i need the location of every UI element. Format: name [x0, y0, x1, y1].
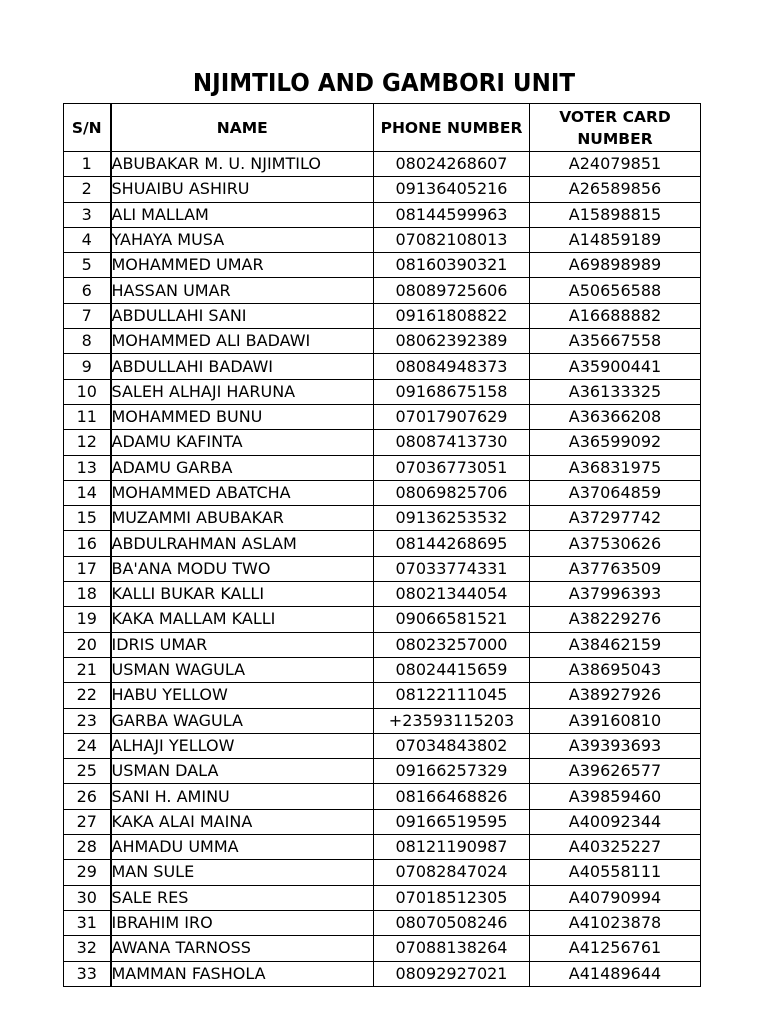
cell-voter-card: A50656588: [530, 278, 701, 303]
cell-name: ABDULRAHMAN ASLAM: [111, 531, 374, 556]
cell-name: GARBA WAGULA: [111, 708, 374, 733]
cell-phone: 07082847024: [374, 860, 530, 885]
cell-voter-card: A38229276: [530, 607, 701, 632]
cell-voter-card: A37763509: [530, 556, 701, 581]
cell-phone: 08121190987: [374, 835, 530, 860]
cell-sn: 24: [64, 733, 111, 758]
table-row: [64, 607, 701, 632]
cell-name: SALE RES: [111, 885, 374, 910]
header-voter-card: VOTER CARD NUMBER: [530, 104, 701, 152]
cell-phone: 07036773051: [374, 455, 530, 480]
table-row: [64, 961, 701, 986]
cell-phone: 09136405216: [374, 177, 530, 202]
cell-sn: 8: [64, 329, 111, 354]
cell-phone: 08084948373: [374, 354, 530, 379]
cell-sn: 14: [64, 480, 111, 505]
cell-phone: 08023257000: [374, 632, 530, 657]
cell-name: MOHAMMED ABATCHA: [111, 480, 374, 505]
table-row: [64, 253, 701, 278]
cell-sn: 22: [64, 683, 111, 708]
cell-name: AHMADU UMMA: [111, 835, 374, 860]
page-title: NJIMTILO AND GAMBORI UNIT: [192, 68, 576, 97]
cell-name: ADAMU GARBA: [111, 455, 374, 480]
cell-name: SANI H. AMINU: [111, 784, 374, 809]
cell-name: AWANA TARNOSS: [111, 936, 374, 961]
cell-voter-card: A40790994: [530, 885, 701, 910]
cell-phone: 07082108013: [374, 227, 530, 252]
cell-phone: 08062392389: [374, 329, 530, 354]
cell-phone: 08166468826: [374, 784, 530, 809]
cell-voter-card: A41023878: [530, 910, 701, 935]
table-row: [64, 455, 701, 480]
table-row: [64, 809, 701, 834]
table-row: [64, 582, 701, 607]
cell-phone: 08092927021: [374, 961, 530, 986]
cell-voter-card: A40092344: [530, 809, 701, 834]
table-row: [64, 556, 701, 581]
cell-phone: 09166519595: [374, 809, 530, 834]
cell-voter-card: A14859189: [530, 227, 701, 252]
cell-phone: +23593115203: [374, 708, 530, 733]
cell-name: ABUBAKAR M. U. NJIMTILO: [111, 152, 374, 177]
cell-phone: 07033774331: [374, 556, 530, 581]
cell-voter-card: A24079851: [530, 152, 701, 177]
cell-voter-card: A39160810: [530, 708, 701, 733]
cell-sn: 15: [64, 506, 111, 531]
cell-sn: 13: [64, 455, 111, 480]
cell-sn: 17: [64, 556, 111, 581]
cell-sn: 20: [64, 632, 111, 657]
cell-voter-card: A39626577: [530, 759, 701, 784]
cell-phone: 07018512305: [374, 885, 530, 910]
cell-name: KAKA MALLAM KALLI: [111, 607, 374, 632]
table-row: [64, 784, 701, 809]
cell-phone: 09166257329: [374, 759, 530, 784]
cell-phone: 08070508246: [374, 910, 530, 935]
table-row: [64, 227, 701, 252]
cell-sn: 31: [64, 910, 111, 935]
cell-name: IBRAHIM IRO: [111, 910, 374, 935]
cell-sn: 6: [64, 278, 111, 303]
cell-voter-card: A37297742: [530, 506, 701, 531]
cell-voter-card: A40325227: [530, 835, 701, 860]
table-row: [64, 910, 701, 935]
cell-name: MUZAMMI ABUBAKAR: [111, 506, 374, 531]
cell-voter-card: A41256761: [530, 936, 701, 961]
cell-voter-card: A40558111: [530, 860, 701, 885]
cell-sn: 33: [64, 961, 111, 986]
cell-name: MOHAMMED BUNU: [111, 404, 374, 429]
cell-phone: 07088138264: [374, 936, 530, 961]
cell-voter-card: A38695043: [530, 657, 701, 682]
cell-name: MAMMAN FASHOLA: [111, 961, 374, 986]
cell-sn: 30: [64, 885, 111, 910]
cell-phone: 07034843802: [374, 733, 530, 758]
cell-sn: 32: [64, 936, 111, 961]
cell-voter-card: A37530626: [530, 531, 701, 556]
table-row: [64, 936, 701, 961]
cell-sn: 2: [64, 177, 111, 202]
cell-sn: 26: [64, 784, 111, 809]
table-row: [64, 708, 701, 733]
cell-phone: 08069825706: [374, 480, 530, 505]
header-phone: PHONE NUMBER: [374, 104, 530, 152]
cell-phone: 09168675158: [374, 379, 530, 404]
cell-phone: 08021344054: [374, 582, 530, 607]
table-row: [64, 506, 701, 531]
cell-sn: 16: [64, 531, 111, 556]
table-row: [64, 278, 701, 303]
table-row: [64, 759, 701, 784]
cell-sn: 29: [64, 860, 111, 885]
cell-voter-card: A69898989: [530, 253, 701, 278]
cell-name: ABDULLAHI SANI: [111, 303, 374, 328]
cell-name: HASSAN UMAR: [111, 278, 374, 303]
table-row: [64, 480, 701, 505]
cell-sn: 18: [64, 582, 111, 607]
cell-name: ADAMU KAFINTA: [111, 430, 374, 455]
cell-voter-card: A26589856: [530, 177, 701, 202]
cell-voter-card: A37064859: [530, 480, 701, 505]
cell-sn: 4: [64, 227, 111, 252]
cell-sn: 23: [64, 708, 111, 733]
cell-phone: 08024415659: [374, 657, 530, 682]
cell-voter-card: A36831975: [530, 455, 701, 480]
cell-name: MOHAMMED UMAR: [111, 253, 374, 278]
cell-name: KAKA ALAI MAINA: [111, 809, 374, 834]
table-row: [64, 683, 701, 708]
cell-name: ABDULLAHI BADAWI: [111, 354, 374, 379]
table-row: [64, 354, 701, 379]
cell-sn: 1: [64, 152, 111, 177]
table-row: [64, 379, 701, 404]
cell-sn: 11: [64, 404, 111, 429]
cell-name: USMAN DALA: [111, 759, 374, 784]
cell-sn: 21: [64, 657, 111, 682]
header-name: NAME: [111, 104, 374, 152]
cell-sn: 27: [64, 809, 111, 834]
cell-voter-card: A36599092: [530, 430, 701, 455]
cell-phone: 08089725606: [374, 278, 530, 303]
table-row: [64, 835, 701, 860]
table-row: [64, 404, 701, 429]
table-row: [64, 531, 701, 556]
cell-voter-card: A41489644: [530, 961, 701, 986]
cell-sn: 5: [64, 253, 111, 278]
cell-name: KALLI BUKAR KALLI: [111, 582, 374, 607]
table-header-row: [64, 104, 701, 152]
cell-name: IDRIS UMAR: [111, 632, 374, 657]
cell-phone: 08087413730: [374, 430, 530, 455]
cell-voter-card: A35900441: [530, 354, 701, 379]
cell-voter-card: A38462159: [530, 632, 701, 657]
voter-roster-table: [63, 103, 701, 987]
header-sn: S/N: [64, 104, 111, 152]
table-row: [64, 303, 701, 328]
cell-name: SALEH ALHAJI HARUNA: [111, 379, 374, 404]
cell-sn: 7: [64, 303, 111, 328]
cell-phone: 09136253532: [374, 506, 530, 531]
cell-voter-card: A39393693: [530, 733, 701, 758]
cell-voter-card: A38927926: [530, 683, 701, 708]
cell-phone: 08024268607: [374, 152, 530, 177]
cell-voter-card: A35667558: [530, 329, 701, 354]
cell-name: MAN SULE: [111, 860, 374, 885]
cell-sn: 28: [64, 835, 111, 860]
cell-voter-card: A15898815: [530, 202, 701, 227]
cell-phone: 07017907629: [374, 404, 530, 429]
cell-name: BA'ANA MODU TWO: [111, 556, 374, 581]
table-row: [64, 430, 701, 455]
cell-name: USMAN WAGULA: [111, 657, 374, 682]
cell-name: HABU YELLOW: [111, 683, 374, 708]
table-row: [64, 860, 701, 885]
table-row: [64, 177, 701, 202]
cell-voter-card: A36133325: [530, 379, 701, 404]
cell-name: ALHAJI YELLOW: [111, 733, 374, 758]
cell-voter-card: A37996393: [530, 582, 701, 607]
cell-sn: 10: [64, 379, 111, 404]
table-row: [64, 885, 701, 910]
table-row: [64, 632, 701, 657]
table-row: [64, 329, 701, 354]
table-row: [64, 657, 701, 682]
cell-phone: 09066581521: [374, 607, 530, 632]
cell-name: MOHAMMED ALI BADAWI: [111, 329, 374, 354]
cell-voter-card: A16688882: [530, 303, 701, 328]
table-row: [64, 733, 701, 758]
cell-name: SHUAIBU ASHIRU: [111, 177, 374, 202]
cell-name: YAHAYA MUSA: [111, 227, 374, 252]
table-row: [64, 202, 701, 227]
table-body: [64, 152, 701, 987]
cell-sn: 25: [64, 759, 111, 784]
cell-voter-card: A39859460: [530, 784, 701, 809]
cell-phone: 08144268695: [374, 531, 530, 556]
cell-name: ALI MALLAM: [111, 202, 374, 227]
cell-sn: 3: [64, 202, 111, 227]
cell-sn: 12: [64, 430, 111, 455]
cell-phone: 09161808822: [374, 303, 530, 328]
table-row: [64, 152, 701, 177]
cell-voter-card: A36366208: [530, 404, 701, 429]
cell-phone: 08122111045: [374, 683, 530, 708]
cell-phone: 08144599963: [374, 202, 530, 227]
cell-phone: 08160390321: [374, 253, 530, 278]
cell-sn: 19: [64, 607, 111, 632]
cell-sn: 9: [64, 354, 111, 379]
